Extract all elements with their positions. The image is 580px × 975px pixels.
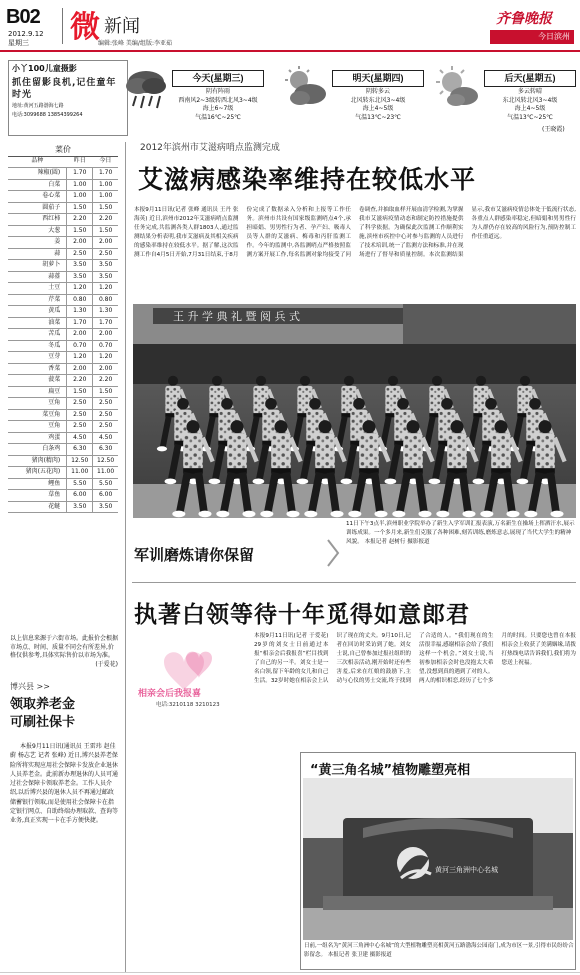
yesterday-price-cell: 2.00: [67, 363, 93, 375]
table-row: [8, 501, 118, 513]
item-name-cell: 草鱼: [8, 490, 67, 502]
masthead-divider: [62, 8, 63, 44]
day-label: 后天(星期五): [484, 70, 576, 87]
today-price-cell: 2.50: [93, 409, 118, 421]
table-row: [8, 340, 118, 352]
weather-day-today: [124, 66, 266, 132]
today-price-cell: 2.50: [93, 398, 118, 410]
yesterday-price-cell: 1.20: [67, 283, 93, 295]
ad-phone: 电话:3099688 13854399264: [12, 111, 83, 118]
table-row: [8, 294, 118, 306]
yesterday-price-cell: 1.00: [67, 191, 93, 203]
table-row: [8, 306, 118, 318]
dating-column-logo: [134, 640, 250, 710]
table-row: [8, 490, 118, 502]
table-row: [8, 363, 118, 375]
today-price-cell: 0.70: [93, 340, 118, 352]
today-price-cell: 12.50: [93, 455, 118, 467]
section-divider: [132, 582, 576, 583]
today-price-cell: 2.50: [93, 248, 118, 260]
today-price-cell: 2.20: [93, 214, 118, 226]
item-name-cell: 姜: [8, 237, 67, 249]
table-row: [8, 214, 118, 226]
table-row: [8, 409, 118, 421]
partly-sunny-icon: [436, 66, 480, 112]
yesterday-price-cell: 3.50: [67, 501, 93, 513]
partly-cloudy-icon: [284, 66, 328, 112]
dating-logo-phone: 电话:3210118 3210123: [156, 702, 220, 708]
yesterday-price-cell: 1.50: [67, 386, 93, 398]
yesterday-price-cell: 2.50: [67, 409, 93, 421]
yesterday-price-cell: 2.20: [67, 214, 93, 226]
table-row: [8, 168, 118, 180]
table-header-row: [8, 156, 118, 168]
today-price-cell: 1.20: [93, 283, 118, 295]
today-price-cell: 3.50: [93, 501, 118, 513]
item-name-cell: 豆角: [8, 398, 67, 410]
yesterday-price-cell: 12.50: [67, 455, 93, 467]
item-name-cell: 圆茄子: [8, 202, 67, 214]
item-name-cell: 卷心菜: [8, 191, 67, 203]
today-price-cell: 2.00: [93, 363, 118, 375]
weather-day-after-tomorrow: [436, 66, 578, 132]
table-row: [8, 329, 118, 341]
item-name-cell: 油菜: [8, 317, 67, 329]
table-row: [8, 202, 118, 214]
table-row: [8, 317, 118, 329]
day-label: 今天(星期三): [172, 70, 264, 87]
today-price-cell: 3.50: [93, 260, 118, 272]
today-price-cell: 2.20: [93, 375, 118, 387]
yesterday-price-cell: 2.50: [67, 421, 93, 433]
lead-headline: 艾滋病感染率维持在较低水平: [138, 165, 477, 194]
item-name-cell: 苦瓜: [8, 329, 67, 341]
item-name-cell: 蒜薹: [8, 271, 67, 283]
today-price-cell: 6.30: [93, 444, 118, 456]
table-row: [8, 260, 118, 272]
item-name-cell: 西红柿: [8, 214, 67, 226]
yesterday-price-cell: 1.50: [67, 202, 93, 214]
yesterday-price-cell: 1.70: [67, 317, 93, 329]
yesterday-price-cell: 11.00: [67, 467, 93, 479]
today-price-cell: 4.50: [93, 432, 118, 444]
yesterday-price-cell: 0.80: [67, 294, 93, 306]
today-price-cell: 1.70: [93, 168, 118, 180]
table-row: [8, 179, 118, 191]
vegetable-price-table: [8, 156, 118, 513]
item-name-cell: 猪肉(精肉): [8, 455, 67, 467]
yesterday-price-cell: 2.50: [67, 248, 93, 260]
item-name-cell: 白条鸡: [8, 444, 67, 456]
today-price-cell: 1.00: [93, 179, 118, 191]
left-column: [0, 142, 124, 975]
brand-micro-glyph: 微: [70, 10, 100, 45]
today-price-cell: 1.70: [93, 317, 118, 329]
item-name-cell: 辣椒(圆): [8, 168, 67, 180]
page-number: B02: [6, 6, 40, 28]
table-row: [8, 455, 118, 467]
table-row: [8, 444, 118, 456]
item-name-cell: 土豆: [8, 283, 67, 295]
photo-caption: 11日下午3点半,滨州职业学院举办了新生入学军训汇报表演,万名新生在操场上挥洒汗水,展示训练成果。一个多月来,新生们克服了各种困难,刻苦训练,磨炼意志,展现了当代大学生的精神风貌。 本报记者 赵树行 摄影报道: [346, 521, 575, 545]
column-header: 今日: [93, 156, 118, 168]
item-name-cell: 蒜: [8, 248, 67, 260]
item-name-cell: 菜豆角: [8, 409, 67, 421]
yesterday-price-cell: 1.30: [67, 306, 93, 318]
table-row: [8, 467, 118, 479]
table-row: [8, 478, 118, 490]
item-name-cell: 鸡蛋: [8, 432, 67, 444]
brand-news-text: 新闻: [104, 16, 140, 37]
yesterday-price-cell: 2.00: [67, 237, 93, 249]
section-tag: 今日滨州: [490, 30, 574, 44]
dating-logo-text: 相亲会后我报喜: [138, 689, 202, 699]
yesterday-price-cell: 4.50: [67, 432, 93, 444]
ad-slogan: 抓住留影良机,记住童年时光: [12, 77, 117, 100]
forecast-text: 阴转多云 北风转东北风3~4级 海上4~5级 气温13℃~23℃: [350, 88, 406, 122]
newspaper-logo: 齐鲁晚报: [496, 11, 552, 27]
sculpture-headline: “黄三角名城”植物雕塑亮相: [310, 763, 471, 778]
table-row: [8, 237, 118, 249]
weather-strip: [8, 60, 580, 140]
table-row: [8, 271, 118, 283]
photo-studio-ad: [8, 60, 128, 136]
today-price-cell: 1.50: [93, 202, 118, 214]
item-name-cell: 芹菜: [8, 294, 67, 306]
yesterday-price-cell: 2.50: [67, 398, 93, 410]
table-row: [8, 375, 118, 387]
lead-body: 本报9月11日讯(记者 张峰 通讯员 王丹 张海英) 近日,滨州市2012年艾滋病哨点监测任务完成,共监测各类人群1803人,通过监测结果分析表明,我市艾滋病及其相关疾病的感染率维持在较低水平。据了解,这次监测工作自4月5日开始,7月31日结束,于8月份完成了数据录入分析和上报等工作任务。滨州市共设有国家级监测哨点4个,承担暗娼、男男性行为者、孕产妇、吸毒人员等人群的艾滋病、梅毒和丙肝监测工作。今年的监测中,各监测哨点严格按照监测方案开展工作,每名监测对象均接受了问卷调查,并抽取血样开展血清学检测,为掌握我市艾滋病疫情动态和制定防控措施提供了科学依据。为确保此次监测工作顺利实施,滨州市疾控中心对参与监测的人员进行了技术培训,统一了监测方法和标准,并在现场进行了督导和质量控制。本次监测结果显示,我市艾滋病疫情总体处于低流行状态,各重点人群感染率稳定,但暗娼和男男性行为人群仍存在较高的风险行为,预防控制工作任重道远。: [134, 207, 576, 259]
item-name-cell: 香菜: [8, 363, 67, 375]
weather-day-tomorrow: [284, 66, 426, 132]
column-header: 品种: [8, 156, 67, 168]
item-name-cell: 大葱: [8, 225, 67, 237]
today-price-cell: 1.50: [93, 225, 118, 237]
item-name-cell: 胡萝卜: [8, 260, 67, 272]
today-price-cell: 1.50: [93, 386, 118, 398]
today-price-cell: 2.50: [93, 421, 118, 433]
pension-body: 本报9月11日讯(通讯员 王雷玮 赵佳蔚 杨志艺 记者 张峰) 近日,博兴县养老保险所将实现应用社会保障卡发放企业退休人员养老金。此前新办理退休的人员可通过社会保障卡领取养老金。工作人员介绍,以后博兴县的退休人员不再通过邮政储蓄银行领取,而是使用社会保障卡在指定银行网点、自助终端办理取款、查询等业务,真正实现一卡在手方便快捷。: [10, 743, 119, 825]
item-name-cell: 白菜: [8, 179, 67, 191]
yesterday-price-cell: 1.70: [67, 168, 93, 180]
footer-rule: [0, 972, 580, 973]
column-divider: [125, 142, 126, 972]
today-price-cell: 1.20: [93, 352, 118, 364]
chevron-right-icon: [326, 538, 340, 568]
sculpture-caption: 日前,一组名为“黄河三角洲中心名城”的大型植物雕塑亮相黄河五路渤海公园南门,成为市区一景,引得市民纷纷合影留念。 本报记者 张卫建 摄影报道: [304, 943, 574, 958]
yesterday-price-cell: 1.20: [67, 352, 93, 364]
item-name-cell: 花鲢: [8, 501, 67, 513]
item-name-cell: 豆芽: [8, 352, 67, 364]
table-row: [8, 398, 118, 410]
yesterday-price-cell: 1.50: [67, 225, 93, 237]
military-training-photo: [133, 304, 576, 518]
yesterday-price-cell: 3.50: [67, 260, 93, 272]
table-row: [8, 432, 118, 444]
yesterday-price-cell: 2.20: [67, 375, 93, 387]
today-price-cell: 5.50: [93, 478, 118, 490]
today-price-cell: 2.00: [93, 237, 118, 249]
yesterday-price-cell: 3.50: [67, 271, 93, 283]
yesterday-price-cell: 0.70: [67, 340, 93, 352]
ad-title: 小丫100儿童摄影: [12, 64, 77, 73]
today-price-cell: 3.50: [93, 271, 118, 283]
today-price-cell: 11.00: [93, 467, 118, 479]
item-name-cell: 鲤鱼: [8, 478, 67, 490]
masthead-rule: [0, 50, 580, 52]
editor-credits: 编辑:张峰 美编/组版:李亚茹: [98, 40, 172, 47]
issue-date: 2012.9.12: [8, 30, 44, 38]
pension-headline: 领取养老金 可刷社保卡: [10, 697, 76, 731]
item-name-cell: 扁豆: [8, 386, 67, 398]
sculpture-label: 黄河三角洲中心名城: [435, 866, 498, 874]
photo-banner-text: 王 升 学 典 礼 暨 阅 兵 式: [173, 310, 300, 323]
table-row: [8, 421, 118, 433]
today-price-cell: 1.00: [93, 191, 118, 203]
issue-weekday: 星期三: [8, 39, 29, 48]
table-row: [8, 386, 118, 398]
table-row: [8, 225, 118, 237]
table-row: [8, 283, 118, 295]
sculpture-photo: [303, 778, 573, 940]
item-name-cell: 冬瓜: [8, 340, 67, 352]
item-name-cell: 豆角: [8, 421, 67, 433]
item-name-cell: 菠菜: [8, 375, 67, 387]
lead-kicker: 2012年滨州市艾滋病哨点监测完成: [140, 143, 280, 153]
yesterday-price-cell: 6.30: [67, 444, 93, 456]
training-headline: 军训磨炼请你保留: [134, 546, 255, 564]
table-row: [8, 191, 118, 203]
today-price-cell: 1.30: [93, 306, 118, 318]
pension-kicker: 博兴县 >>: [10, 682, 50, 691]
weather-credit: (王晓霞): [542, 126, 565, 133]
romance-body: 本报9月11日讯(记者 于爱花) 29岁的刘女士日前通过本报“相亲会后我报喜”栏目找到了自己的另一半。刘女士是一名白领,留下年龄的女儿和自己生活。32岁时她在相亲会上认识了现在的丈夫。9月10日,记者在回访时采访到了她。刘女士说,自己曾参加过报社组织的三次相亲活动,刚开始时还有些害羞,后来在红娘的鼓励下,主动与心仪的男士交流,终于找到了合适的人。“我们现在的生活很幸福,感谢相亲会给了我们这样一个机会。”刘女士说,当初参加相亲会时也没抱太大希望,没想到真的遇到了对的人。两人的相识相恋,经历了七个多月的时间。只要您也曾在本报相亲会上收获了美满姻缘,请拨打热线电话告诉我们,我们将为您送上祝福。: [254, 633, 576, 685]
forecast-text: 阴有阵雨 西南风2~3级转西北风3~4级 海上6~7级 气温16℃~25℃: [178, 88, 258, 122]
column-header: 昨日: [67, 156, 93, 168]
vegetable-price-title: 菜价: [8, 145, 118, 157]
day-label: 明天(星期四): [332, 70, 424, 87]
item-name-cell: 黄瓜: [8, 306, 67, 318]
forecast-text: 多云转晴 东北风转北风3~4级 海上4~5级 气温13℃~25℃: [502, 88, 558, 122]
yesterday-price-cell: 1.00: [67, 179, 93, 191]
masthead: [0, 0, 580, 52]
table-row: [8, 352, 118, 364]
ad-address: 地址:黄河五路渤海七路: [12, 103, 64, 110]
yesterday-price-cell: 5.50: [67, 478, 93, 490]
today-price-cell: 0.80: [93, 294, 118, 306]
price-reporter: (于爱花): [95, 661, 118, 669]
table-row: [8, 248, 118, 260]
rain-cloud-icon: [124, 66, 168, 112]
item-name-cell: 猪肉(五花肉): [8, 467, 67, 479]
today-price-cell: 2.00: [93, 329, 118, 341]
dateline: [8, 30, 44, 48]
romance-headline: 执著白领等待十年觅得如意郎君: [134, 602, 470, 628]
today-price-cell: 6.00: [93, 490, 118, 502]
yesterday-price-cell: 6.00: [67, 490, 93, 502]
price-note: 以上信息来源于六街市场。此报价会根据市场点、时间、质量不同会有所差异,价格仅供参考,具体实际售价以市场为准。 (于爱花): [10, 635, 119, 669]
yesterday-price-cell: 2.00: [67, 329, 93, 341]
